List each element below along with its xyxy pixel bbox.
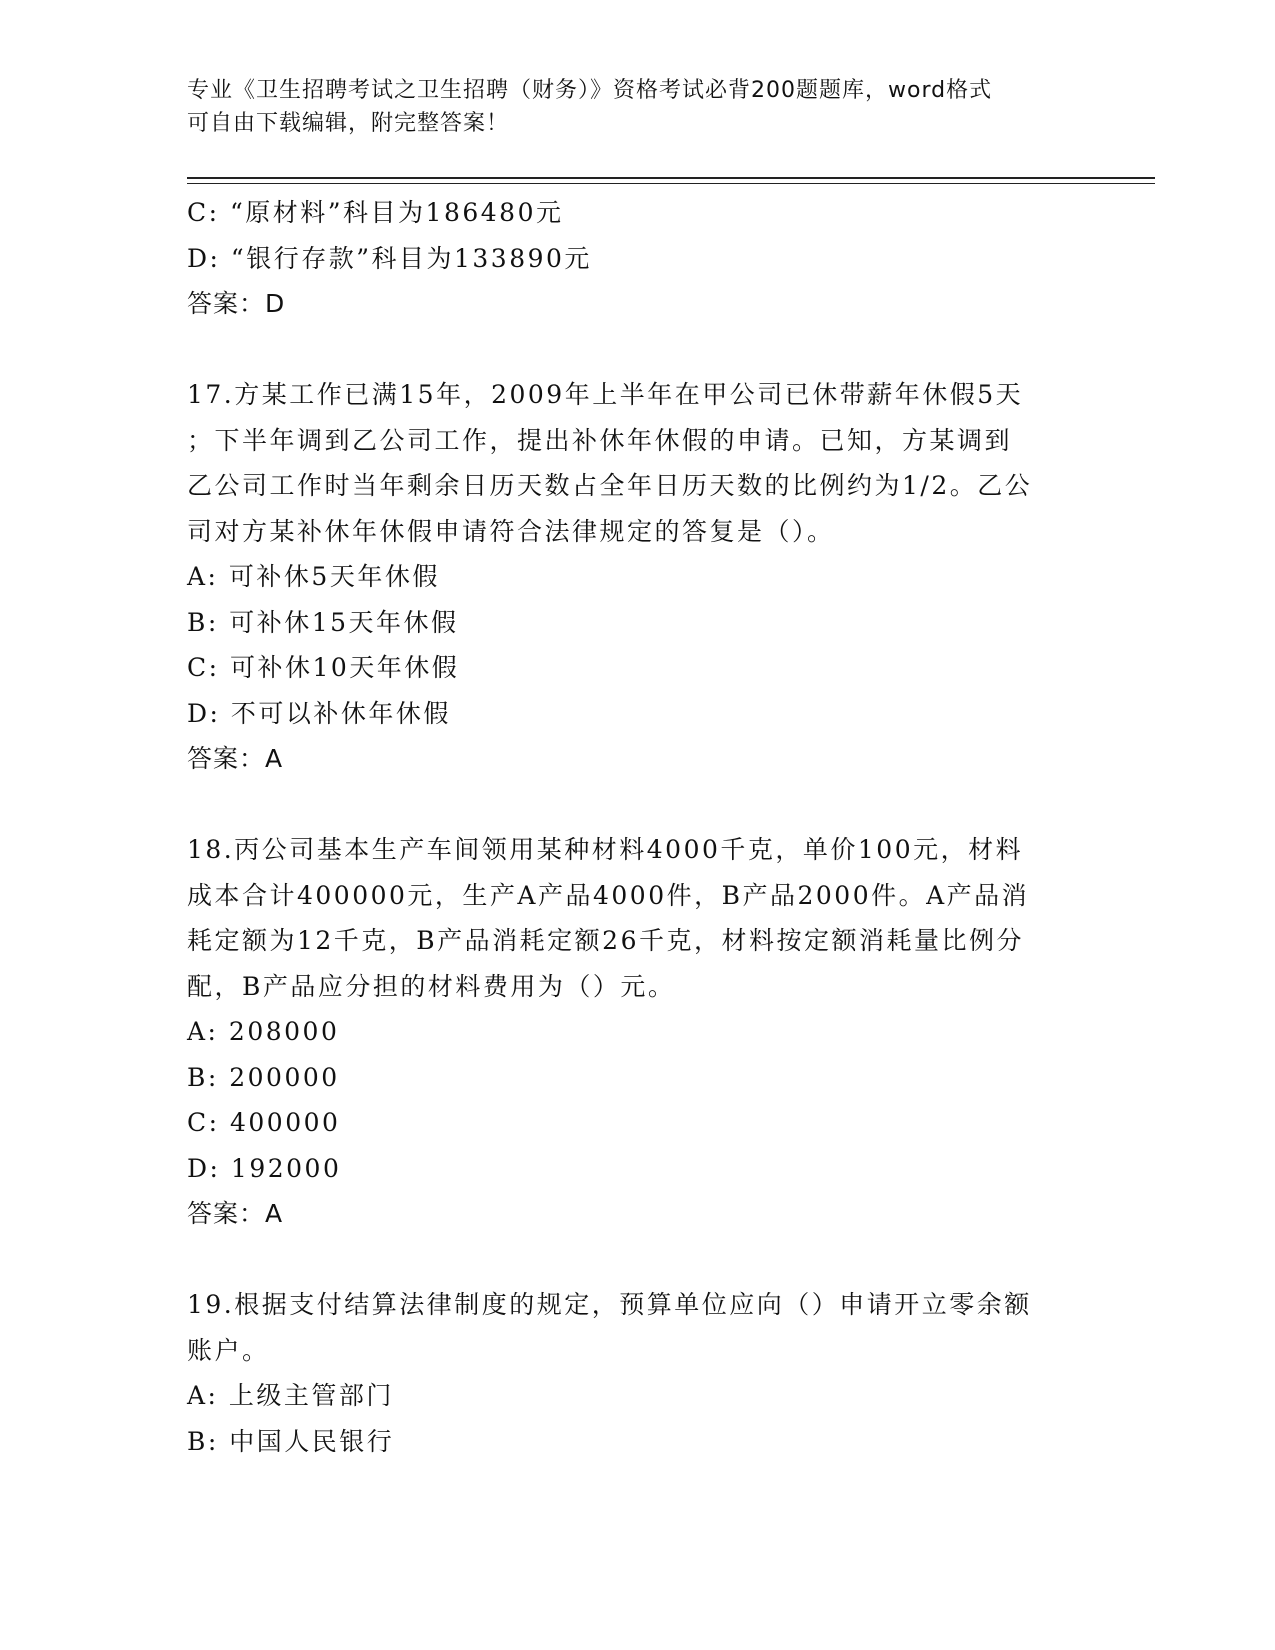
question-stem-line: 17.方某工作已满15年，2009年上半年在甲公司已休带薪年休假5天 — [187, 380, 1024, 409]
header-line: 专业《卫生招聘考试之卫生招聘（财务）》资格考试必背200题题库，word格式 — [187, 78, 993, 103]
option-b: B: 可补休15天年休假 — [187, 607, 459, 637]
option-a: A: 208000 — [187, 1017, 340, 1046]
option-c: C: 400000 — [187, 1108, 341, 1137]
option-b: B: 200000 — [187, 1062, 340, 1092]
header-line: 可自由下载编辑，附完整答案！ — [187, 111, 510, 136]
option-d: D: 不可以补休年休假 — [187, 698, 451, 728]
header-divider — [187, 177, 1155, 179]
question-stem-line: 账户。 — [187, 1335, 270, 1365]
option-a: A: 可补休5天年休假 — [187, 562, 440, 591]
question-17 — [187, 372, 1087, 782]
question-stem-line: 成本合计400000元，生产A产品4000件，B产品2000件。A产品消 — [187, 880, 1030, 910]
answer: 答案：D — [187, 289, 286, 318]
question-stem-line: 乙公司工作时当年剩余日历天数占全年日历天数的比例约为1/2。乙公 — [187, 471, 1033, 500]
question-19 — [187, 1282, 1087, 1464]
document-header — [187, 74, 1067, 140]
option-b: B: 中国人民银行 — [187, 1426, 395, 1456]
question-stem-line: 配，B产品应分担的材料费用为（）元。 — [187, 971, 676, 1001]
question-stem-line: 19.根据支付结算法律制度的规定，预算单位应向（）申请开立零余额 — [187, 1290, 1032, 1319]
spacer — [187, 1237, 1087, 1283]
answer: 答案：A — [187, 744, 284, 773]
option-d: D: “银行存款”科目为133890元 — [187, 243, 592, 273]
question-18 — [187, 827, 1087, 1237]
header-divider-thin — [187, 183, 1155, 184]
spacer — [187, 782, 1087, 828]
answer: 答案：A — [187, 1199, 284, 1228]
document-body — [187, 190, 1087, 1464]
question-stem-line: 司对方某补休年休假申请符合法律规定的答复是（）。 — [187, 516, 835, 546]
question-stem-line: ；下半年调到乙公司工作，提出补休年休假的申请。已知，方某调到 — [187, 425, 1013, 455]
spacer — [187, 327, 1087, 373]
option-d: D: 192000 — [187, 1153, 342, 1183]
question-fragment — [187, 190, 1087, 327]
option-c: C: “原材料”科目为186480元 — [187, 198, 564, 227]
question-stem-line: 18.丙公司基本生产车间领用某种材料4000千克，单价100元，材料 — [187, 835, 1024, 864]
option-c: C: 可补休10天年休假 — [187, 653, 460, 682]
question-stem-line: 耗定额为12千克，B产品消耗定额26千克，材料按定额消耗量比例分 — [187, 926, 1024, 955]
option-a: A: 上级主管部门 — [187, 1381, 394, 1410]
